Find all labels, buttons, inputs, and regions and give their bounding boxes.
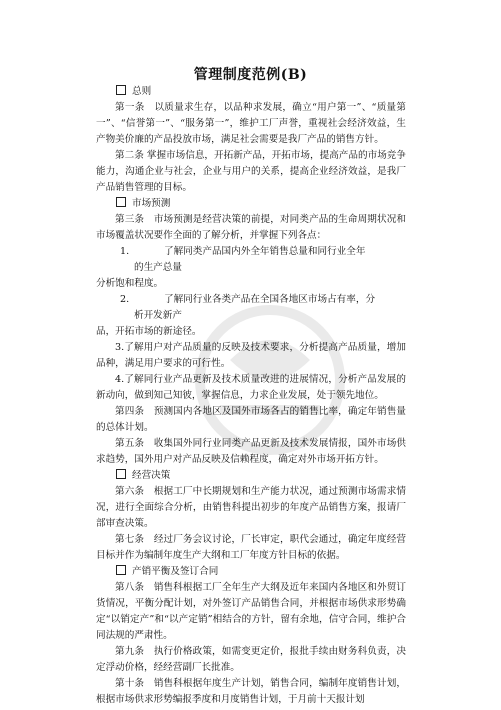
- list-item: 1. 了解同类产品国内外全年销售总量和同行业全年 的生产总量 分析饱和程度。: [96, 246, 366, 289]
- paragraph: 第七条 经过厂务会议讨论，厂长审定，职代会通过，确定年度经营目标并作为编制年度生产大纲和工厂年度方针目标的依据。: [96, 534, 406, 561]
- list-item: 2. 了解同行业各类产品在全国各地区市场占有率，分 析开发新产 品，开拓市场的新途径。: [96, 294, 376, 337]
- paragraph: 第四条 预测国内各地区及国外市场各占的销售比率，确定年销售量的总体计划。: [96, 406, 406, 433]
- paragraph: 3.了解用户对产品质量的反映及技术要求，分析提高产品质量，增加品种，满足用户要求的可行性。: [96, 342, 406, 369]
- paragraph: 4.了解同行业产品更新及技术质量改进的进展情况，分析产品发展的新动向，做到知己知彼，掌握信息，力求企业发展，处于领先地位。: [96, 374, 406, 401]
- checkbox-icon: [116, 85, 126, 95]
- paragraph: 第十条 销售科根据年度生产计划，销售合同，编制年度销售计划，根据市场供求形势编报季度和月度销售计划，于月前十天报计划: [96, 678, 406, 705]
- document-title: 管理制度范例(B): [193, 67, 308, 83]
- section-heading: 经营决策: [96, 468, 406, 484]
- section-heading: 市场预测: [96, 196, 406, 212]
- paragraph: 第八条 销售科根据工厂全年生产大纲及近年来国内各地区和外贸订货情况，平衡分配计划，对外签订产品销售合同，并根据市场供求形势确定“以销定产”和“以产定销”相结合的方针，留有余地，信守合同，维护合同法规的严肃性。: [96, 582, 406, 641]
- list-number: 1.: [120, 246, 130, 257]
- paragraph: 第五条 收集国外同行业同类产品更新及技术发展情报，国外市场供求趋势，国外用户对产品反映及信赖程度，确定对外市场开拓方针。: [96, 438, 406, 465]
- checkbox-icon: [116, 565, 126, 575]
- paragraph: 第六条 根据工厂中长期规划和生产能力状况，通过预测市场需求情况，进行全面综合分析，由销售科提出初步的年度产品销售方案，报请厂部审查决策。: [96, 486, 406, 529]
- checkbox-icon: [116, 469, 126, 479]
- section-heading: 产销平衡及签订合同: [96, 564, 406, 580]
- paragraph: 第九条 执行价格政策，如需变更定价，报批手续由财务科负责，决定浮动价格，经经营副厂长批准。: [96, 646, 406, 673]
- paragraph: 第二条 掌握市场信息，开拓新产品，开拓市场，提高产品的市场竞争能力，沟通企业与社会，企业与用户的关系，提高企业经济效益，是我厂产品销售管理的目标。: [96, 150, 406, 193]
- section-heading: 总则: [96, 84, 406, 100]
- checkbox-icon: [116, 197, 126, 207]
- paragraph: 第一条 以质量求生存，以品种求发展，确立“用户第一”、“质量第一”、“信誉第一”、“服务第一”，维护工厂声誉，重视社会经济效益，生产物美价廉的产品投放市场，满足社会需要是我厂产品的销售方针。: [96, 102, 406, 145]
- paragraph: 第三条 市场预测是经营决策的前提，对同类产品的生命周期状况和市场覆盖状况要作全面的了解分析，并掌握下列各点：: [96, 214, 406, 241]
- list-number: 2.: [120, 294, 130, 305]
- document-body: [96, 84, 406, 708]
